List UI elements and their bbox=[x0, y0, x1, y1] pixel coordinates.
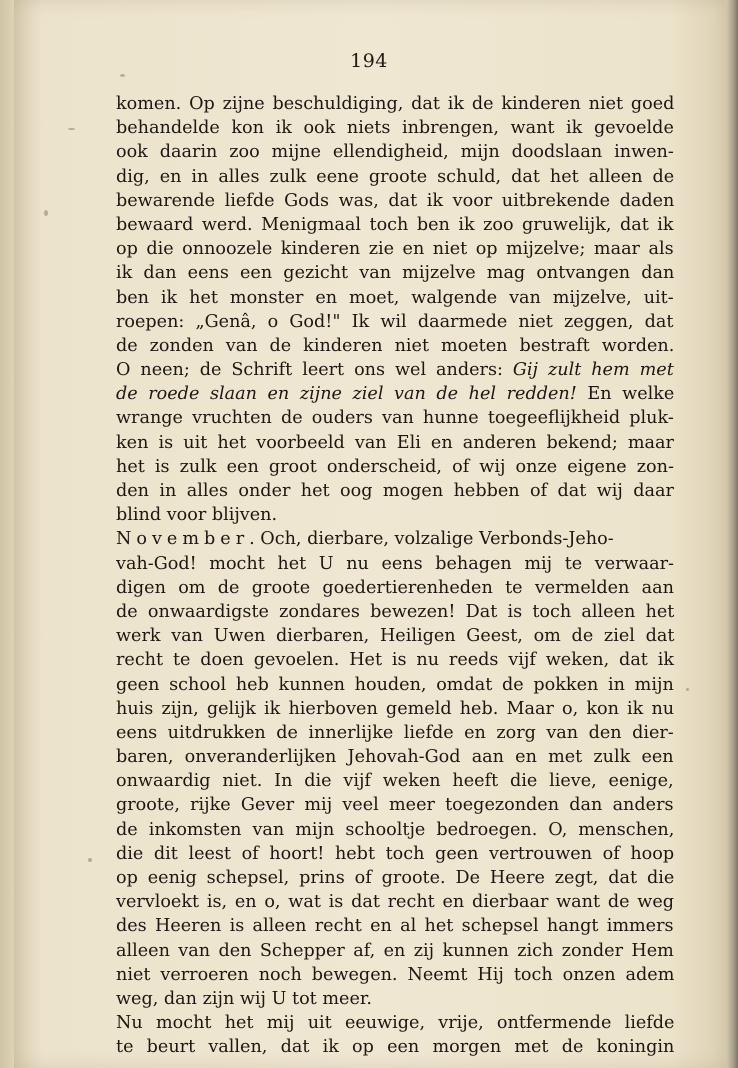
text-line: op die onnoozele kinderen zie en niet op mijzelve; maar als bbox=[116, 239, 674, 260]
paper-speck bbox=[68, 128, 75, 130]
paper-speck bbox=[88, 858, 92, 862]
text-line: niet verroeren noch bewegen. Neemt Hij toch onzen adem bbox=[116, 964, 675, 985]
text-line: die dit leest of hoort! hebt toch geen vertrouwen of hoop bbox=[116, 843, 675, 864]
paper-speck bbox=[120, 74, 125, 77]
italic-quote: Gij zult hem met bbox=[512, 360, 674, 381]
text-line: roepen: „Genâ, o God!" Ik wil daarmede niet zeggen, dat bbox=[116, 311, 674, 332]
text-line: het is zulk een groot onderscheid, of wij onze eigene zon- bbox=[116, 456, 674, 477]
text-line: blind voor blijven. bbox=[116, 505, 278, 526]
text-line: vervloekt is, en o, wat is dat recht en dierbaar want de weg bbox=[116, 892, 674, 913]
text-line: ik dan eens een gezicht van mijzelve mag ontvangen dan bbox=[116, 263, 675, 284]
text-line: Nu mocht het mij uit eeuwige, vrije, ontfermende liefde bbox=[116, 1013, 675, 1034]
text-line: wrange vruchten de ouders van hunne toegeeflijkheid pluk- bbox=[116, 408, 674, 429]
italic-quote: de roede slaan en zijne ziel van de hel redden! bbox=[116, 384, 577, 405]
text-line: eens uitdrukken de innerlijke liefde en zorg van den dier- bbox=[116, 722, 674, 743]
month-heading: November bbox=[116, 529, 250, 550]
text-line: weg, dan zijn wij U tot meer. bbox=[116, 988, 372, 1009]
text-line: huis zijn, gelijk ik hierboven gemeld heb. Maar o, kon ik nu bbox=[116, 698, 675, 719]
text-line: ben ik het monster en moet, walgende van mijzelve, uit- bbox=[116, 287, 674, 308]
text-line: komen. Op zijne beschuldiging, dat ik de kinderen niet goed bbox=[116, 94, 675, 114]
text-line: bewarende liefde Gods was, dat ik voor uitbrekende daden bbox=[116, 190, 675, 211]
paper-speck bbox=[686, 688, 689, 691]
text-line: bewaard werd. Menigmaal toch ben ik zoo gruwelijk, dat ik bbox=[116, 214, 674, 235]
text-line: behandelde kon ik ook niets inbrengen, want ik gevoelde bbox=[116, 118, 674, 139]
text-line: groote, rijke Gever mij veel meer toegezonden dan anders bbox=[116, 795, 674, 816]
text-line: werk van Uwen dierbaren, Heiligen Geest, om de ziel dat bbox=[116, 626, 675, 647]
page-edge-left bbox=[0, 0, 14, 1068]
page-edge-right bbox=[726, 0, 738, 1068]
text-line: ook daarin zoo mijne ellendigheid, mijn doodslaan inwen- bbox=[116, 142, 674, 163]
text-line: dig, en in alles zulk eene groote schuld, dat het alleen de bbox=[116, 166, 675, 187]
text-line: onwaardig niet. In die vijf weken heeft die lieve, eenige, bbox=[116, 771, 674, 792]
paper-speck bbox=[44, 210, 48, 216]
text-line: ken is uit het voorbeeld van Eli en anderen bekend; maar bbox=[116, 432, 674, 453]
text-line: de onwaardigste zondares bewezen! Dat is toch alleen het bbox=[116, 601, 675, 622]
text-line: des Heeren is alleen recht en al het schepsel hangt immers bbox=[116, 916, 674, 937]
text-line: op eenig schepsel, prins of groote. De Heere zegt, dat die bbox=[116, 868, 675, 888]
text-line: recht te doen gevoelen. Het is nu reeds vijf weken, dat ik bbox=[116, 650, 675, 671]
page-number: 194 bbox=[350, 50, 388, 72]
text-line: de inkomsten van mijn schooltje bedroegen. O, menschen, bbox=[116, 819, 675, 840]
text-line: geen school heb kunnen houden, omdat de pokken in mijn bbox=[116, 674, 674, 695]
text-line: baren, onveranderlijken Jehovah-God aan en met zulk een bbox=[116, 747, 674, 768]
text-line: de zonden van de kinderen niet moeten bestraft worden. bbox=[116, 335, 675, 356]
text-line: alleen van den Schepper af, en zij kunnen zich zonder Hem bbox=[116, 940, 674, 961]
text-line: digen om de groote goedertierenheden te vermelden aan bbox=[116, 577, 674, 598]
body-text bbox=[116, 92, 674, 1060]
text-line: de roede slaan en zijne ziel van de hel redden! En welke bbox=[116, 384, 675, 405]
text-line: O neen; de Schrift leert ons wel anders: Gij zult hem met bbox=[116, 360, 674, 381]
text-line: November. Och, dierbare, volzalige Verbonds-Jeho- bbox=[116, 529, 614, 550]
text-line: te beurt vallen, dat ik op een morgen met de koningin bbox=[116, 1037, 675, 1058]
text-line: den in alles onder het oog mogen hebben of dat wij daar bbox=[116, 481, 674, 501]
text-line: vah-God! mocht het U nu eens behagen mij te verwaar- bbox=[116, 553, 674, 574]
